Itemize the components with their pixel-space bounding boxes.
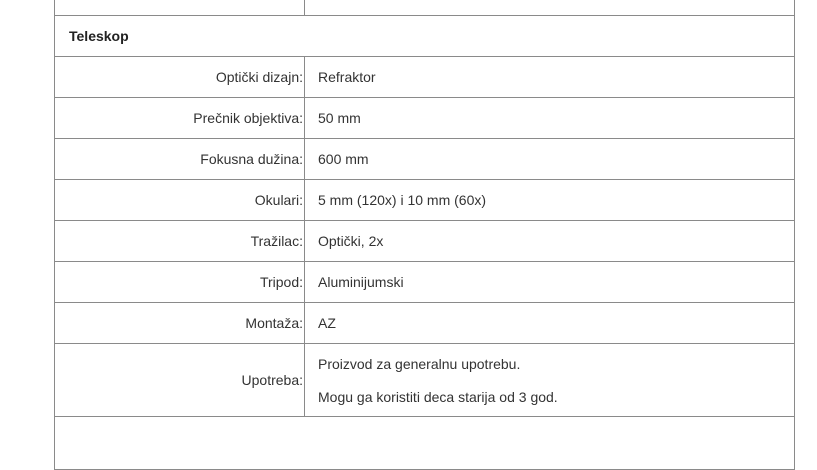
section-title: Teleskop xyxy=(55,16,795,57)
spec-label: Tripod: xyxy=(55,262,305,303)
spec-value: AZ xyxy=(305,303,795,344)
spec-row-optical-design xyxy=(55,57,795,98)
spec-row-tripod xyxy=(55,262,795,303)
spec-label: Optički dizajn: xyxy=(55,57,305,98)
spec-row-usage xyxy=(55,344,795,417)
usage-line-1: Proizvod za generalnu upotrebu. xyxy=(318,355,521,372)
spec-value: 5 mm (120x) i 10 mm (60x) xyxy=(305,180,795,221)
spec-value: 600 mm xyxy=(305,139,795,180)
spec-label: Upotreba: xyxy=(55,344,305,417)
section-header-row xyxy=(55,16,795,57)
previous-row-stub xyxy=(55,0,795,16)
spec-label: Okulari: xyxy=(55,180,305,221)
spec-label: Tražilac: xyxy=(55,221,305,262)
spec-label: Fokusna dužina: xyxy=(55,139,305,180)
usage-line-2: Mogu ga koristiti deca starija od 3 god. xyxy=(318,388,558,405)
spec-row-eyepieces xyxy=(55,180,795,221)
specifications-table xyxy=(54,0,795,470)
spec-value: Aluminijumski xyxy=(305,262,795,303)
spec-value: Optički, 2x xyxy=(305,221,795,262)
spec-label: Montaža: xyxy=(55,303,305,344)
spec-row-objective-diameter xyxy=(55,98,795,139)
spec-row-finder xyxy=(55,221,795,262)
spec-value: Refraktor xyxy=(305,57,795,98)
spec-value xyxy=(305,344,795,417)
spec-label: Prečnik objektiva: xyxy=(55,98,305,139)
spec-value: 50 mm xyxy=(305,98,795,139)
next-section-header-row xyxy=(55,417,795,470)
spec-row-mount xyxy=(55,303,795,344)
spec-row-focal-length xyxy=(55,139,795,180)
